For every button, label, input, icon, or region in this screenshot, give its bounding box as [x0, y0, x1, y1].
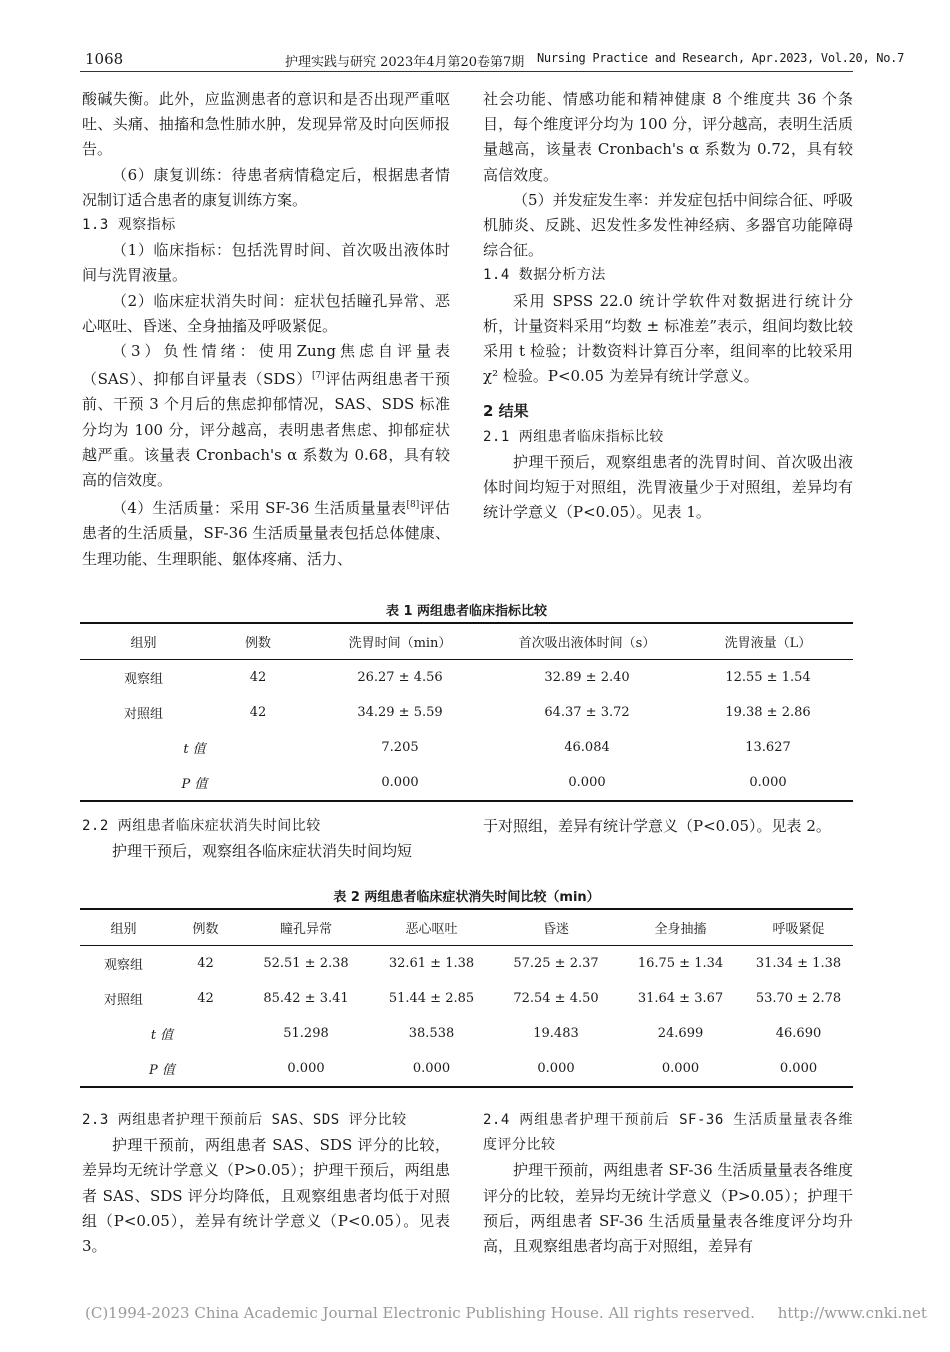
table-cell: 0.000 [491, 765, 683, 801]
left-column-top [82, 87, 450, 572]
table-1-caption: 表 1 两组患者临床指标比较 [385, 604, 548, 619]
table-cell: 46.690 [775, 1026, 822, 1041]
table-header-cell: 例数 [207, 623, 309, 660]
paragraph: 护理干预前，两组患者 SF-36 生活质量量表各维度评分的比较，差异均无统计学意义（P>0.05）；护理干预后，两组患者 SF-36 生活质量量表各维度评分均升高，且观察组患者均高于对照组，差异有 [483, 1161, 853, 1256]
table-cell: 0.000 [683, 765, 853, 801]
table-header-cell: 例数 [167, 909, 244, 946]
table-cell: 46.084 [564, 740, 610, 755]
table-header-row [80, 623, 853, 660]
table-cell: 72.54 ± 4.50 [513, 991, 599, 1006]
table-cell: 16.75 ± 1.34 [637, 956, 724, 971]
table-cell: 52.51 ± 2.38 [263, 956, 349, 971]
table-cell: 53.70 ± 2.78 [755, 991, 842, 1006]
section-heading-2-3: 2.3 两组患者护理干预前后 SAS、SDS 评分比较 [82, 1112, 407, 1128]
section-heading-2-2: 2.2 两组患者临床症状消失时间比较 [82, 818, 321, 834]
page-number: 1068 [85, 50, 124, 68]
table-header-row [80, 909, 853, 946]
table-cell: 0.000 [617, 1051, 744, 1087]
table-cell: 51.298 [283, 1026, 329, 1041]
paragraph: 采用 SPSS 22.0 统计学软件对数据进行统计分析，计量资料采用“均数 ± 标准差”表示，组间均数比较采用 t 检验；计数资料计算百分率，组间率的比较采用 χ² 检验。P<0.05 为差异有统计学意义。 [483, 291, 853, 386]
table-cell: 0.000 [744, 1051, 853, 1087]
paragraph-text: 评估患者的生活质量，SF-36 生活质量量表包括总体健康、生理功能、生理职能、躯体疼痛、活力、 [82, 499, 450, 568]
paragraph: 酸碱失衡。此外，应监测患者的意识和是否出现严重呕吐、头痛、抽搐和急性肺水肿，发现异常及时向医师报告。 [82, 90, 450, 159]
table-row [80, 695, 853, 730]
citation-ref: [7] [312, 371, 325, 382]
paragraph: 于对照组，差异有统计学意义（P<0.05）。见表 2。 [483, 817, 831, 835]
paragraph: 护理干预后，观察组患者的洗胃时间、首次吸出液体时间均短于对照组，洗胃液量少于对照组，差异均有统计学意义（P<0.05）。见表 1。 [483, 452, 853, 522]
table-cell: 26.27 ± 4.56 [357, 670, 443, 685]
section-heading-2-1: 2.1 两组患者临床指标比较 [483, 428, 664, 445]
right-column-mid [483, 814, 853, 839]
left-column-bottom [82, 1108, 450, 1259]
table-row [80, 1016, 853, 1051]
section-heading-2-4: 2.4 两组患者护理干预前后 SF-36 生活质量量表各维度评分比较 [483, 1112, 853, 1154]
table-cell: 13.627 [745, 740, 791, 755]
journal-title-en: Nursing Practice and Research, Apr.2023, Vol.20, No.7 [537, 51, 905, 65]
header-rule [80, 71, 853, 72]
table-cell: 观察组 [103, 958, 143, 973]
table-cell: t 值 [183, 742, 206, 757]
table-cell: 42 [197, 956, 214, 971]
paragraph-text: （4）生活质量：采用 SF-36 生活质量量表 [112, 499, 407, 518]
table-cell: 42 [197, 991, 214, 1006]
table-cell: P 值 [80, 765, 309, 801]
table-cell: 51.44 ± 2.85 [388, 991, 475, 1006]
table-row [80, 730, 853, 765]
copyright-text: (C)1994-2023 China Academic Journal Electronic Publishing House. All rights reserved. [85, 1304, 755, 1322]
table-2-caption: 表 2 两组患者临床症状消失时间比较（min） [333, 890, 600, 905]
paragraph [82, 339, 450, 493]
section-heading-1-3: 1.3 观察指标 [82, 217, 176, 234]
table-cell: 85.42 ± 3.41 [263, 991, 349, 1006]
table-2 [80, 908, 853, 1088]
table-cell: 对照组 [103, 993, 143, 1008]
table-cell: P 值 [80, 1051, 244, 1087]
table-cell: 对照组 [123, 707, 163, 722]
table-cell: 38.538 [408, 1026, 455, 1041]
table-cell: 42 [249, 705, 267, 720]
paragraph: 护理干预前，两组患者 SAS、SDS 评分的比较，差异均无统计学意义（P>0.05）；护理干预后，两组患者 SAS、SDS 评分均降低，且观察组患者均低于对照组（P<0.05），差异有统计学意义（P<0.05）。见表 3。 [82, 1136, 450, 1256]
paragraph: （6）康复训练：待患者病情稳定后，根据患者情况制订适合患者的康复训练方案。 [82, 165, 450, 209]
paragraph-text: 评估两组患者干预前、干预 3 个月后的焦虑抑郁情况，SAS、SDS 标准分均为 100 分，评分越高，表明患者焦虑、抑郁症状越严重。该量表 Cronbach's α 系数为 0.68，具有较高的信效度。 [82, 370, 450, 490]
paragraph: （5）并发症发生率：并发症包括中间综合征、呼吸机肺炎、反跳、迟发性多发性神经病、多器官功能障碍综合征。 [483, 190, 853, 260]
table-cell: 34.29 ± 5.59 [357, 705, 443, 720]
copyright-footer [85, 1304, 927, 1322]
table-cell: 0.000 [495, 1051, 617, 1087]
table-row [80, 981, 853, 1016]
section-heading-2: 2 结果 [483, 402, 529, 421]
table-cell: 32.89 ± 2.40 [544, 670, 630, 685]
table-row [80, 946, 853, 982]
table-cell: 0.000 [368, 1051, 495, 1087]
table-header-cell: 洗胃时间（min） [309, 623, 491, 660]
table-header-cell: 洗胃液量（L） [683, 623, 853, 660]
table-header-cell: 全身抽搐 [617, 909, 744, 946]
paragraph [82, 493, 450, 572]
table-cell: 0.000 [244, 1051, 368, 1087]
paragraph: （1）临床指标：包括洗胃时间、首次吸出液体时间与洗胃液量。 [82, 241, 450, 285]
table-header-cell: 组别 [80, 623, 207, 660]
paragraph: 护理干预后，观察组各临床症状消失时间均短 [112, 842, 413, 861]
site-url[interactable]: http://www.cnki.net [777, 1304, 927, 1322]
section-heading-1-4: 1.4 数据分析方法 [483, 267, 606, 284]
journal-title-cn: 护理实践与研究 2023年4月第20卷第7期 [285, 55, 525, 70]
table-header-cell: 昏迷 [495, 909, 617, 946]
table-cell: 19.483 [533, 1026, 579, 1041]
paragraph-text: （3）负性情绪：使用Zung焦虑自评量表（SAS）、抑郁自评量表（SDS） [82, 342, 450, 389]
table-cell: 64.37 ± 3.72 [544, 705, 630, 720]
table-cell: 7.205 [381, 740, 419, 755]
table-cell: 57.25 ± 2.37 [513, 956, 599, 971]
citation-ref: [8] [406, 500, 420, 511]
table-cell: 31.34 ± 1.38 [755, 956, 842, 971]
paragraph: （2）临床症状消失时间：症状包括瞳孔异常、恶心呕吐、昏迷、全身抽搐及呼吸紧促。 [82, 291, 450, 335]
table-row [80, 1051, 853, 1087]
table-cell: 19.38 ± 2.86 [725, 705, 811, 720]
table-row [80, 765, 853, 801]
table-header-cell: 瞳孔异常 [244, 909, 368, 946]
table-cell: 42 [249, 670, 267, 685]
table-header-cell: 呼吸紧促 [744, 909, 853, 946]
table-row [80, 660, 853, 696]
table-cell: 24.699 [657, 1026, 704, 1041]
paragraph: 社会功能、情感功能和精神健康 8 个维度共 36 个条目，每个维度评分均为 100 分，评分越高，表明生活质量越高，该量表 Cronbach's α 系数为 0.72，具有较高信效度。 [483, 90, 853, 184]
table-cell: t 值 [150, 1028, 174, 1043]
table-1 [80, 622, 853, 802]
table-header-cell: 组别 [80, 909, 167, 946]
table-header-cell: 恶心呕吐 [368, 909, 495, 946]
table-header-cell: 首次吸出液体时间（s） [491, 623, 683, 660]
right-column-top [483, 87, 853, 525]
table-cell: 12.55 ± 1.54 [725, 670, 811, 685]
table-cell: 31.64 ± 3.67 [637, 991, 724, 1006]
right-column-bottom [483, 1108, 853, 1259]
left-column-mid [82, 814, 450, 864]
table-cell: 0.000 [309, 765, 491, 801]
table-cell: 32.61 ± 1.38 [388, 956, 475, 971]
table-cell: 观察组 [123, 672, 163, 687]
